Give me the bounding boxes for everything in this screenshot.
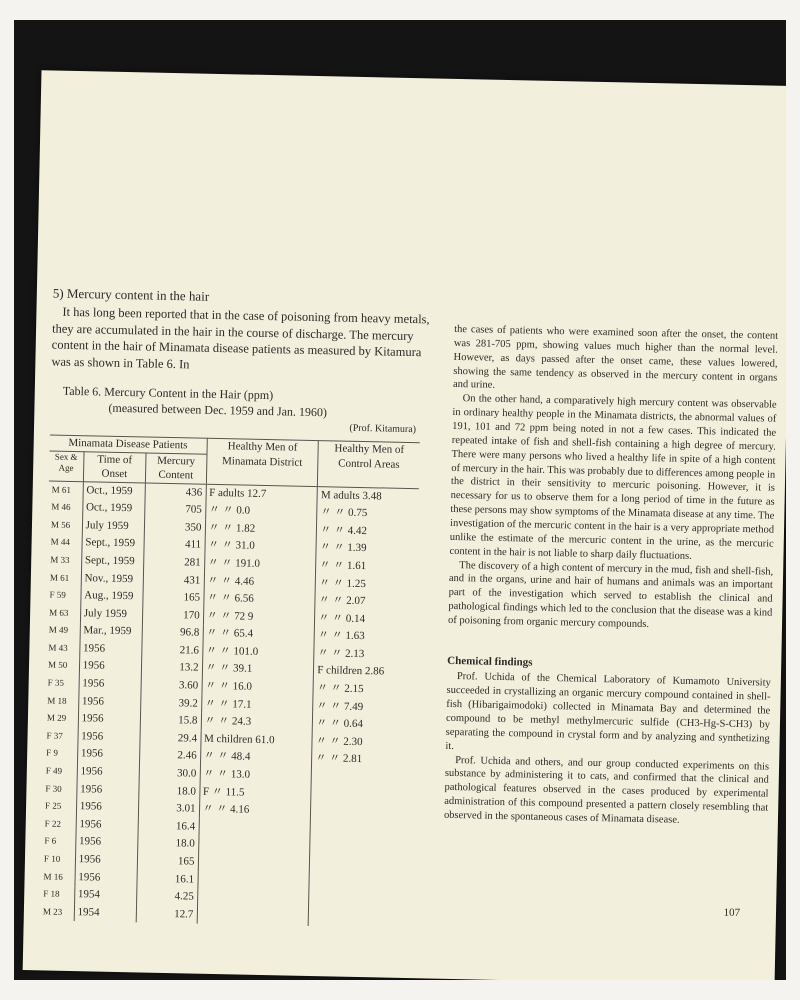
cell-healthy-control: 〃 〃 4.42 bbox=[320, 523, 368, 537]
cell-healthy-control: 〃 〃 0.75 bbox=[320, 506, 368, 520]
cell-healthy-minamata bbox=[198, 836, 310, 856]
cell-healthy-control: 〃 〃 1.25 bbox=[318, 576, 366, 590]
cell-sex-age: M 61 bbox=[47, 569, 82, 587]
cell-sex-age: F 22 bbox=[42, 815, 77, 833]
cell-mercury: 436 bbox=[145, 483, 206, 502]
header-sex-age: Sex & Age bbox=[49, 450, 84, 481]
cell-onset: 1956 bbox=[79, 640, 142, 659]
cell-healthy-minamata: 〃 〃 13.0 bbox=[200, 766, 312, 786]
cell-mercury: 2.46 bbox=[140, 747, 201, 766]
chemical-findings-heading: Chemical findings bbox=[447, 654, 533, 669]
cell-onset: 1954 bbox=[74, 904, 137, 923]
right-column bbox=[444, 323, 778, 830]
section-heading: 5) Mercury content in the hair bbox=[52, 285, 210, 304]
cell-onset: 1956 bbox=[75, 869, 138, 888]
table-caption: Table 6. Mercury Content in the Hair (ppm) bbox=[62, 383, 274, 403]
cell-healthy-control: 〃 〃 2.81 bbox=[315, 752, 363, 766]
cell-mercury: 12.7 bbox=[136, 905, 197, 924]
cell-onset: 1956 bbox=[78, 710, 141, 729]
cell-mercury: 29.4 bbox=[140, 729, 201, 748]
cell-mercury: 16.4 bbox=[138, 817, 199, 836]
cell-healthy-minamata: 〃 〃 48.4 bbox=[200, 748, 312, 768]
cell-sex-age: F 18 bbox=[40, 886, 75, 904]
cell-onset: Aug., 1959 bbox=[80, 587, 143, 606]
cell-healthy-minamata: 〃 〃 101.0 bbox=[202, 643, 314, 663]
mercury-table bbox=[40, 434, 420, 928]
cell-onset: 1956 bbox=[77, 746, 140, 765]
cell-sex-age: F 37 bbox=[43, 727, 78, 745]
cell-mercury: 3.01 bbox=[138, 800, 199, 819]
cell-healthy-minamata: 〃 〃 4.46 bbox=[204, 572, 316, 592]
cell-sex-age: F 30 bbox=[42, 780, 77, 798]
header-mercury: Mercury Content bbox=[145, 453, 206, 484]
cell-healthy-control: 〃 〃 2.30 bbox=[315, 734, 363, 748]
cell-sex-age: M 56 bbox=[48, 516, 83, 534]
cell-onset: Oct., 1959 bbox=[82, 499, 145, 518]
cell-sex-age: M 44 bbox=[47, 534, 82, 552]
cell-onset: July 1959 bbox=[80, 605, 143, 624]
cell-healthy-control: 〃 〃 1.39 bbox=[319, 541, 367, 555]
cell-sex-age: F 6 bbox=[41, 833, 76, 851]
cell-sex-age: M 46 bbox=[48, 499, 83, 517]
cell-mercury: 15.8 bbox=[140, 712, 201, 731]
cell-mercury: 18.0 bbox=[139, 782, 200, 801]
right-paragraph-2: On the other hand, a comparatively high mercury content was observable in ordinary healthy people in the Minamata districts, the abnormal values of 191, 101 and 72 ppm being noted in not a few cases. This indicated the repeated intake of fish and shell-fish containing a high degree of mercury. There were many persons who lived a healthy life in spite of a high content of mercury in the hair. This was probably due to differences among people in the district in their sensitivity to mercuric poisoning. However, it is necessary for us to observe them for a long period of time in the future as these persons may show symptoms of the Minamata disease at any time. The investigation of the mercuric content in the hair is a very appropriate method unlike the estimate of the mercuric content in the urine, as the mercuric content in the hair is not liable to sharp daily fluctuations. bbox=[449, 393, 777, 562]
cell-sex-age: M 43 bbox=[45, 639, 80, 657]
cell-sex-age: M 23 bbox=[40, 903, 75, 921]
cell-sex-age: M 16 bbox=[40, 868, 75, 886]
cell-sex-age: F 25 bbox=[42, 798, 77, 816]
cell-onset: 1956 bbox=[76, 816, 139, 835]
cell-sex-age: F 9 bbox=[43, 745, 78, 763]
cell-healthy-control: F children 2.86 bbox=[317, 664, 385, 679]
cell-sex-age: F 10 bbox=[41, 850, 76, 868]
photo-background bbox=[14, 20, 786, 980]
right-paragraph-3: The discovery of a high content of mercury in the mud, fish and shell-fish, and in the organs, urine and hair of humans and animals was an important part of the investigation which served to establish the clinical and pathological findings which led to the conclusion that the disease was a kind of poisoning from organic mercury compounds. bbox=[447, 559, 774, 631]
table-body bbox=[40, 481, 419, 929]
cell-mercury: 170 bbox=[142, 606, 203, 625]
cell-healthy-minamata: 〃 〃 16.0 bbox=[201, 678, 313, 698]
cell-healthy-control: 〃 〃 2.13 bbox=[317, 647, 365, 661]
cell-healthy-control: 〃 〃 2.07 bbox=[318, 594, 366, 608]
cell-healthy-minamata: M children 61.0 bbox=[200, 731, 312, 751]
cell-onset: 1954 bbox=[74, 886, 137, 905]
table-caption-sub: (measured between Dec. 1959 and Jan. 1960) bbox=[108, 400, 328, 420]
right-paragraph-4: Prof. Uchida of the Chemical Laboratory of Kumamoto University succeeded in crystallizing an organic mercury compound contained in shell-fish (Hibarigaimodoki) collected in Minamata Bay and determined the compound to be methyl methylmercuric sulfide (CH3-Hg-S-CH3) by separating the compound in crystal form and by analyzing and synthetizing it. bbox=[445, 671, 771, 752]
cell-sex-age: F 35 bbox=[44, 675, 79, 693]
cell-mercury: 18.0 bbox=[138, 835, 199, 854]
cell-healthy-minamata bbox=[197, 906, 309, 926]
cell-sex-age: M 50 bbox=[45, 657, 80, 675]
cell-healthy-control bbox=[309, 856, 411, 876]
cell-healthy-control bbox=[308, 909, 410, 929]
cell-healthy-minamata bbox=[197, 871, 309, 891]
cell-onset: 1956 bbox=[79, 675, 142, 694]
cell-healthy-minamata: 〃 〃 4.16 bbox=[199, 801, 311, 821]
cell-healthy-minamata: 〃 〃 72 9 bbox=[203, 607, 315, 627]
cell-healthy-control bbox=[311, 803, 413, 823]
cell-healthy-control: M adults 3.48 bbox=[320, 488, 382, 502]
cell-healthy-minamata: 〃 〃 39.1 bbox=[202, 660, 314, 680]
cell-sex-age: M 33 bbox=[47, 551, 82, 569]
cell-onset: Oct., 1959 bbox=[83, 481, 146, 500]
cell-mercury: 3.60 bbox=[141, 677, 202, 696]
cell-mercury: 21.6 bbox=[142, 641, 203, 660]
table-credit: (Prof. Kitamura) bbox=[349, 422, 417, 435]
cell-sex-age: F 59 bbox=[46, 587, 81, 605]
cell-healthy-minamata bbox=[197, 889, 309, 909]
cell-healthy-minamata: 〃 〃 0.0 bbox=[205, 502, 317, 522]
cell-healthy-minamata: F adults 12.7 bbox=[206, 484, 318, 504]
cell-mercury: 96.8 bbox=[142, 624, 203, 643]
cell-healthy-control bbox=[311, 768, 413, 788]
cell-healthy-control: 〃 〃 1.63 bbox=[317, 629, 365, 643]
cell-healthy-control: 〃 〃 0.14 bbox=[318, 611, 366, 625]
cell-healthy-control bbox=[309, 891, 411, 911]
cell-onset: 1956 bbox=[75, 834, 138, 853]
cell-healthy-minamata bbox=[199, 819, 311, 839]
cell-healthy-control: 〃 〃 0.64 bbox=[316, 717, 364, 731]
cell-healthy-minamata: 〃 〃 24.3 bbox=[201, 713, 313, 733]
book-page bbox=[23, 70, 786, 980]
cell-onset: 1956 bbox=[79, 658, 142, 677]
cell-healthy-control: 〃 〃 2.15 bbox=[316, 682, 364, 696]
cell-sex-age: M 61 bbox=[49, 481, 84, 500]
cell-onset: 1956 bbox=[75, 851, 138, 870]
cell-mercury: 16.1 bbox=[137, 870, 198, 889]
cell-mercury: 4.25 bbox=[137, 888, 198, 907]
cell-healthy-minamata bbox=[198, 854, 310, 874]
cell-healthy-control: 〃 〃 7.49 bbox=[316, 699, 364, 713]
cell-healthy-minamata: 〃 〃 1.82 bbox=[205, 519, 317, 539]
cell-onset: Nov., 1959 bbox=[81, 570, 144, 589]
cell-sex-age: M 63 bbox=[46, 604, 81, 622]
cell-healthy-minamata: F 〃 11.5 bbox=[199, 783, 311, 803]
cell-healthy-minamata: 〃 〃 191.0 bbox=[204, 555, 316, 575]
left-column bbox=[40, 285, 431, 929]
cell-onset: Mar., 1959 bbox=[80, 622, 143, 641]
cell-onset: July 1959 bbox=[82, 517, 145, 536]
cell-healthy-minamata: 〃 〃 65.4 bbox=[203, 625, 315, 645]
page-number: 107 bbox=[723, 906, 741, 920]
cell-mercury: 13.2 bbox=[141, 659, 202, 678]
cell-healthy-minamata: 〃 〃 6.56 bbox=[203, 590, 315, 610]
cell-mercury: 165 bbox=[143, 589, 204, 608]
cell-healthy-control bbox=[309, 874, 411, 894]
intro-paragraph: It has long been reported that in the case of poisoning from heavy metals, they are accumulated in the hair in the course of discharge. The mercury content in the hair of Minamata disease patients as measured by Kitamura was as shown in Table 6. In bbox=[51, 304, 430, 372]
cell-healthy-minamata: 〃 〃 17.1 bbox=[201, 695, 313, 715]
cell-mercury: 281 bbox=[144, 553, 205, 572]
cell-onset: 1956 bbox=[78, 693, 141, 712]
cell-mercury: 411 bbox=[144, 536, 205, 555]
header-time-onset: Time of Onset bbox=[83, 451, 146, 482]
cell-mercury: 350 bbox=[144, 518, 205, 537]
cell-healthy-control bbox=[310, 838, 412, 858]
cell-onset: Sept., 1959 bbox=[82, 535, 145, 554]
cell-onset: 1956 bbox=[76, 798, 139, 817]
cell-healthy-control bbox=[311, 786, 413, 806]
cell-onset: 1956 bbox=[76, 781, 139, 800]
cell-sex-age: F 49 bbox=[43, 762, 78, 780]
cell-sex-age: M 29 bbox=[44, 710, 79, 728]
cell-healthy-minamata: 〃 〃 31.0 bbox=[204, 537, 316, 557]
cell-onset: 1956 bbox=[77, 763, 140, 782]
cell-sex-age: M 49 bbox=[46, 622, 81, 640]
right-paragraph-1: the cases of patients who were examined soon after the onset, the content was 281-705 ppm, showing values much higher than the normal level. However, as days passed after the onset came, these values lowered, showing the same tendency as observed in the mercury content in organs and urine. bbox=[452, 323, 779, 392]
cell-mercury: 165 bbox=[137, 852, 198, 871]
cell-mercury: 705 bbox=[145, 501, 206, 520]
header-healthy-control: Healthy Men of Control Areas bbox=[318, 441, 420, 489]
cell-healthy-control: 〃 〃 1.61 bbox=[319, 559, 367, 573]
right-paragraph-5: Prof. Uchida and others, and our group conducted experiments on this substance by administering it to cats, and confirmed that the clinical and pathological features observed in the cases produced by experimental administration of this compound presented a pattern closely resembling that observed in the spontaneous cases of Minamata disease. bbox=[443, 754, 770, 826]
cell-onset: Sept., 1959 bbox=[81, 552, 144, 571]
cell-healthy-control bbox=[310, 821, 412, 841]
cell-mercury: 431 bbox=[143, 571, 204, 590]
cell-mercury: 39.2 bbox=[141, 694, 202, 713]
cell-sex-age: M 18 bbox=[44, 692, 79, 710]
cell-mercury: 30.0 bbox=[139, 764, 200, 783]
header-patients: Minamata Disease Patients bbox=[50, 435, 207, 454]
header-healthy-minamata: Healthy Men of Minamata District bbox=[206, 438, 319, 486]
cell-onset: 1956 bbox=[78, 728, 141, 747]
